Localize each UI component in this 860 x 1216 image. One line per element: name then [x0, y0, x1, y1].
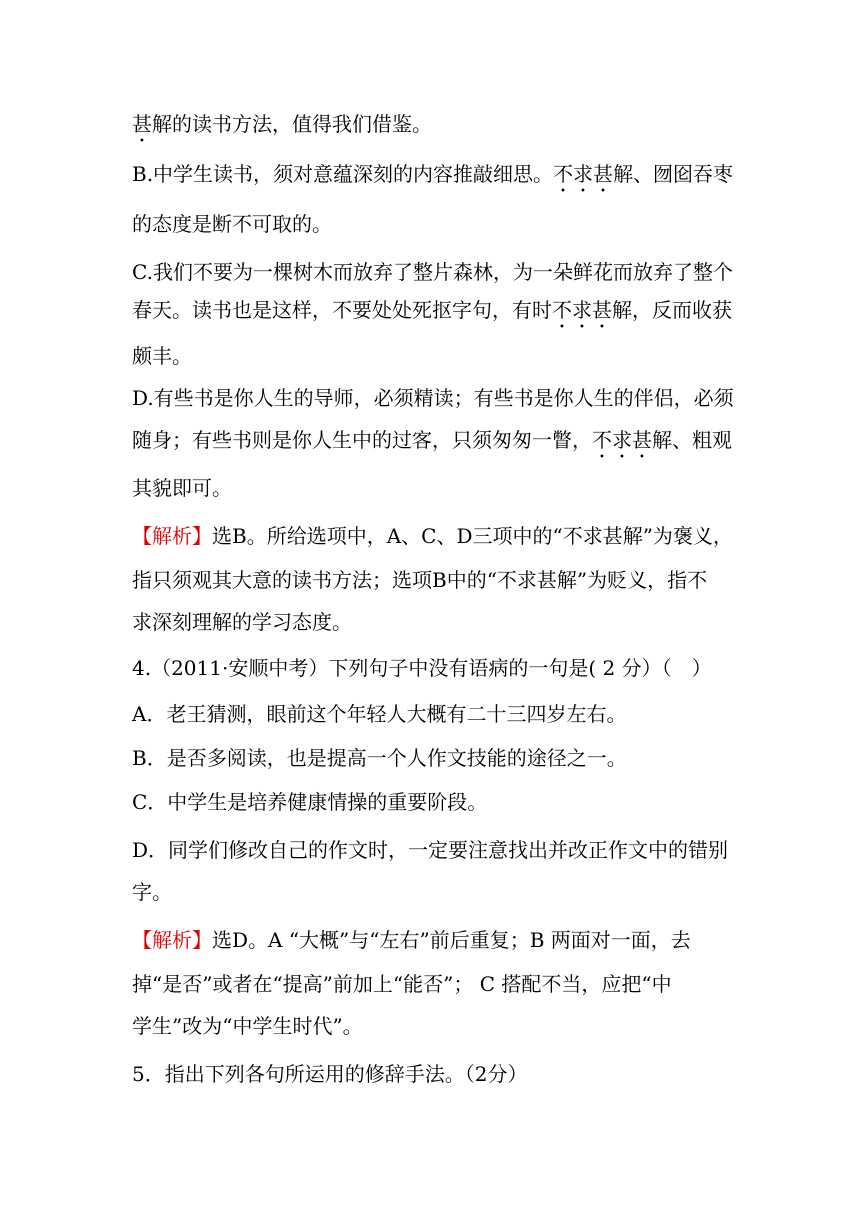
analysis-tag: 【解析】	[132, 524, 212, 548]
q3-option-c-line2: 春天。读书也是这样，不要处处死抠字句，有时不求甚解，反而收获	[132, 298, 732, 322]
q3-option-c-line1: C.我们不要为一棵树木而放弃了整片森林，为一朵鲜花而放弃了整个	[132, 260, 733, 284]
q3-option-d-line3: 其貌即可。	[132, 476, 232, 500]
q3-analysis-line2: 指只须观其大意的读书方法；选项B中的“不求甚解”为贬义，指不	[132, 568, 708, 592]
emphasized-text: 不求甚	[553, 162, 614, 186]
q4-stem: 4.（2011·安顺中考）下列句子中没有语病的一句是( 2 分）（ ）	[132, 656, 712, 680]
q3-option-b-line1: B.中学生读书，须对意蕴深刻的内容推敲细思。不求甚解、囫囵吞枣	[132, 162, 734, 186]
q3-analysis-line1: 【解析】选B。所给选项中，A、C、D三项中的“不求甚解”为褒义，	[132, 524, 733, 548]
q3-analysis-line3: 求深刻理解的学习态度。	[132, 610, 352, 634]
analysis-tag: 【解析】	[132, 928, 212, 952]
q3-option-a-tail: 甚解的读书方法，值得我们借鉴。	[132, 112, 432, 136]
q4-analysis-line1: 【解析】选D。A “大概”与“左右”前后重复；B 两面对一面，去	[132, 928, 691, 952]
q5-stem: 5．指出下列各句所运用的修辞手法。（2分）	[132, 1062, 528, 1086]
q3-option-d-line2: 随身；有些书则是你人生中的过客，只须匆匆一瞥，不求甚解、粗观	[132, 428, 732, 452]
q3-option-d-line1: D.有些书是你人生的导师，必须精读；有些书是你人生的伴侣，必须	[132, 386, 734, 410]
q4-option-a: A．老王猜测，眼前这个年轻人大概有二十三四岁左右。	[132, 702, 627, 726]
emphasized-text: 甚	[132, 112, 152, 136]
q4-analysis-line2: 掉“是否”或者在“提高”前加上“能否”； C 搭配不当，应把“中	[132, 972, 672, 996]
q4-option-d-line1: D．同学们修改自己的作文时，一定要注意找出并改正作文中的错别	[132, 838, 729, 862]
q4-option-d-line2: 字。	[132, 880, 172, 904]
emphasized-text: 不求甚	[552, 298, 612, 322]
q4-option-b: B．是否多阅读，也是提高一个人作文技能的途径之一。	[132, 746, 627, 770]
emphasized-text: 不求甚	[592, 428, 652, 452]
q3-option-b-line2: 的态度是断不可取的。	[132, 212, 332, 236]
q4-option-c: C．中学生是培养健康情操的重要阶段。	[132, 790, 488, 814]
q4-analysis-line3: 学生”改为“中学生时代”。	[132, 1014, 363, 1038]
q3-option-c-line3: 颇丰。	[132, 344, 192, 368]
